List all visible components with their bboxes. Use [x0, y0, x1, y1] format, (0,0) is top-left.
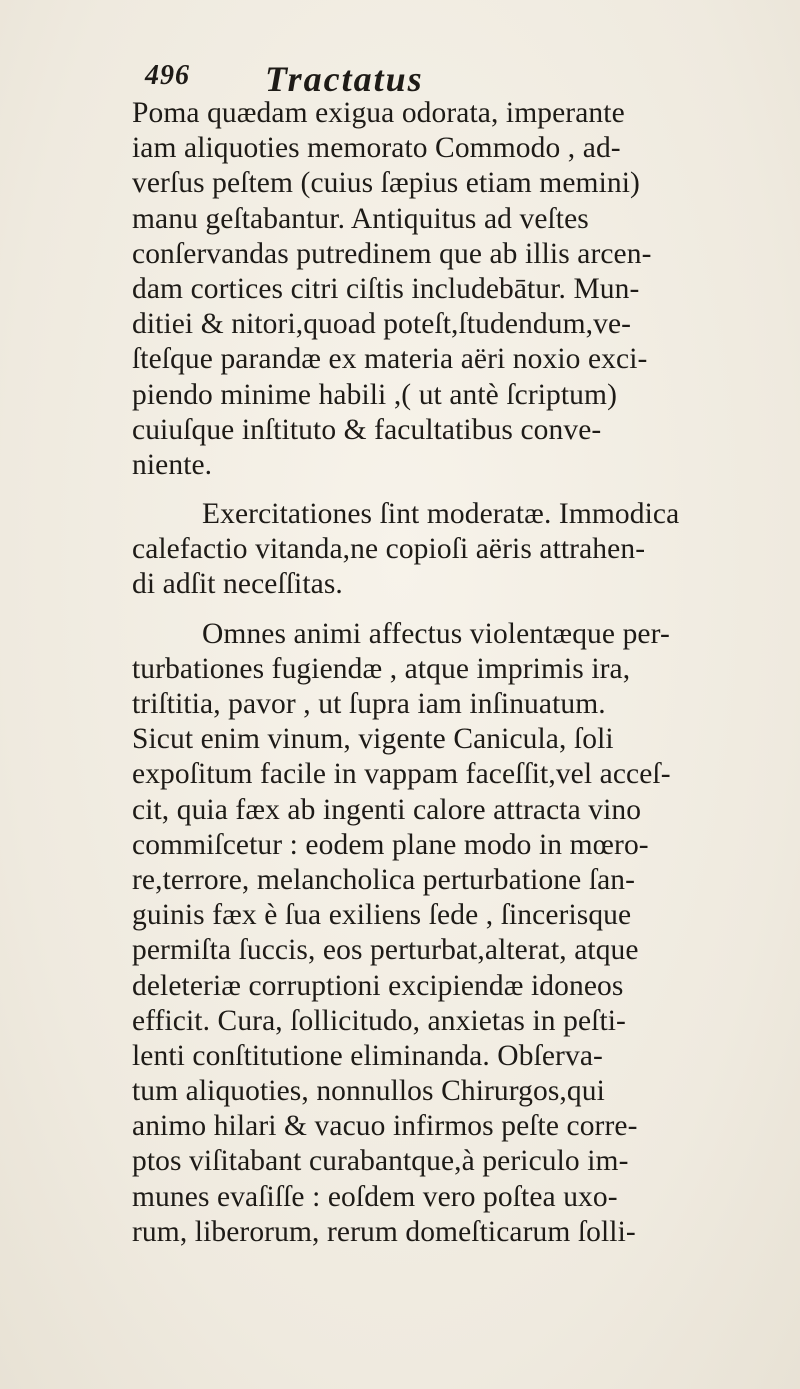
text-line: manu geſtabantur. Antiquitus ad veſtes: [132, 202, 589, 235]
text-line: Omnes animi affectus violentæque per-: [202, 617, 670, 650]
text-line: animo hilari & vacuo infirmos peſte corre-: [132, 1110, 638, 1143]
text-line: verſus peſtem (cuius ſæpius etiam memini): [132, 167, 640, 200]
body-text: [132, 96, 772, 1250]
text-line: Exercitationes ſint moderatæ. Immodica: [202, 498, 680, 531]
page-number: 496: [145, 60, 190, 91]
text-line: ditiei & nitori,quoad poteſt,ſtudendum,ve-: [132, 308, 632, 341]
text-line: ptos viſitabant curabantque,à periculo im-: [132, 1145, 629, 1178]
text-line: iam aliquoties memorato Commodo , ad-: [132, 132, 621, 165]
text-line: tum aliquoties, nonnullos Chirurgos,qui: [132, 1075, 605, 1108]
text-line: cit, quia fæx ab ingenti calore attracta vino: [132, 793, 642, 826]
paragraph-2: [132, 497, 772, 603]
text-line: commiſcetur : eodem plane modo in mœro-: [132, 828, 649, 861]
text-line: niente.: [132, 448, 213, 481]
text-line: munes evaſiſſe : eoſdem vero poſtea uxo-: [132, 1180, 618, 1213]
text-line: Sicut enim vinum, vigente Canicula, ſoli: [132, 723, 614, 756]
text-line: re,terrore, melancholica perturbatione ſan-: [132, 863, 636, 896]
text-line: deleteriæ corruptioni excipiendæ idoneos: [132, 969, 624, 1002]
text-line: dam cortices citri ciſtis includebātur. Mun-: [132, 272, 640, 305]
text-line: lenti conſtitutione eliminanda. Obſerva-: [132, 1039, 603, 1072]
text-line: cuiuſque inſtituto & facultatibus conve-: [132, 413, 602, 446]
text-line: turbationes fugiendæ , atque imprimis ira,: [132, 652, 631, 685]
text-line: di adſit neceſſitas.: [132, 568, 343, 601]
text-line: guinis fæx è ſua exiliens ſede , ſincerisque: [132, 899, 632, 932]
text-line: Poma quædam exigua odorata, imperante: [132, 97, 625, 129]
text-line: piendo minime habili ,( ut antè ſcriptum): [132, 378, 618, 411]
text-line: permiſta ſuccis, eos perturbat,alterat, atque: [132, 934, 639, 967]
paragraph-3: [132, 617, 772, 1250]
text-line: rum, liberorum, rerum domeſticarum ſolli-: [132, 1215, 636, 1248]
text-line: expoſitum facile in vappam faceſſit,vel acceſ-: [132, 758, 671, 791]
text-line: calefactio vitanda,ne copioſi aëris attrahen-: [132, 533, 646, 566]
text-line: triſtitia, pavor , ut ſupra iam inſinuatum.: [132, 688, 606, 720]
paragraph-1: [132, 96, 772, 483]
text-line: conſervandas putredinem que ab illis arcen-: [132, 237, 652, 270]
text-line: ſteſque parandæ ex materia aëri noxio exci-: [132, 343, 648, 376]
text-line: efficit. Cura, ſollicitudo, anxietas in peſti-: [132, 1004, 626, 1037]
running-title: Tractatus: [265, 59, 424, 99]
page-header: [140, 50, 760, 100]
